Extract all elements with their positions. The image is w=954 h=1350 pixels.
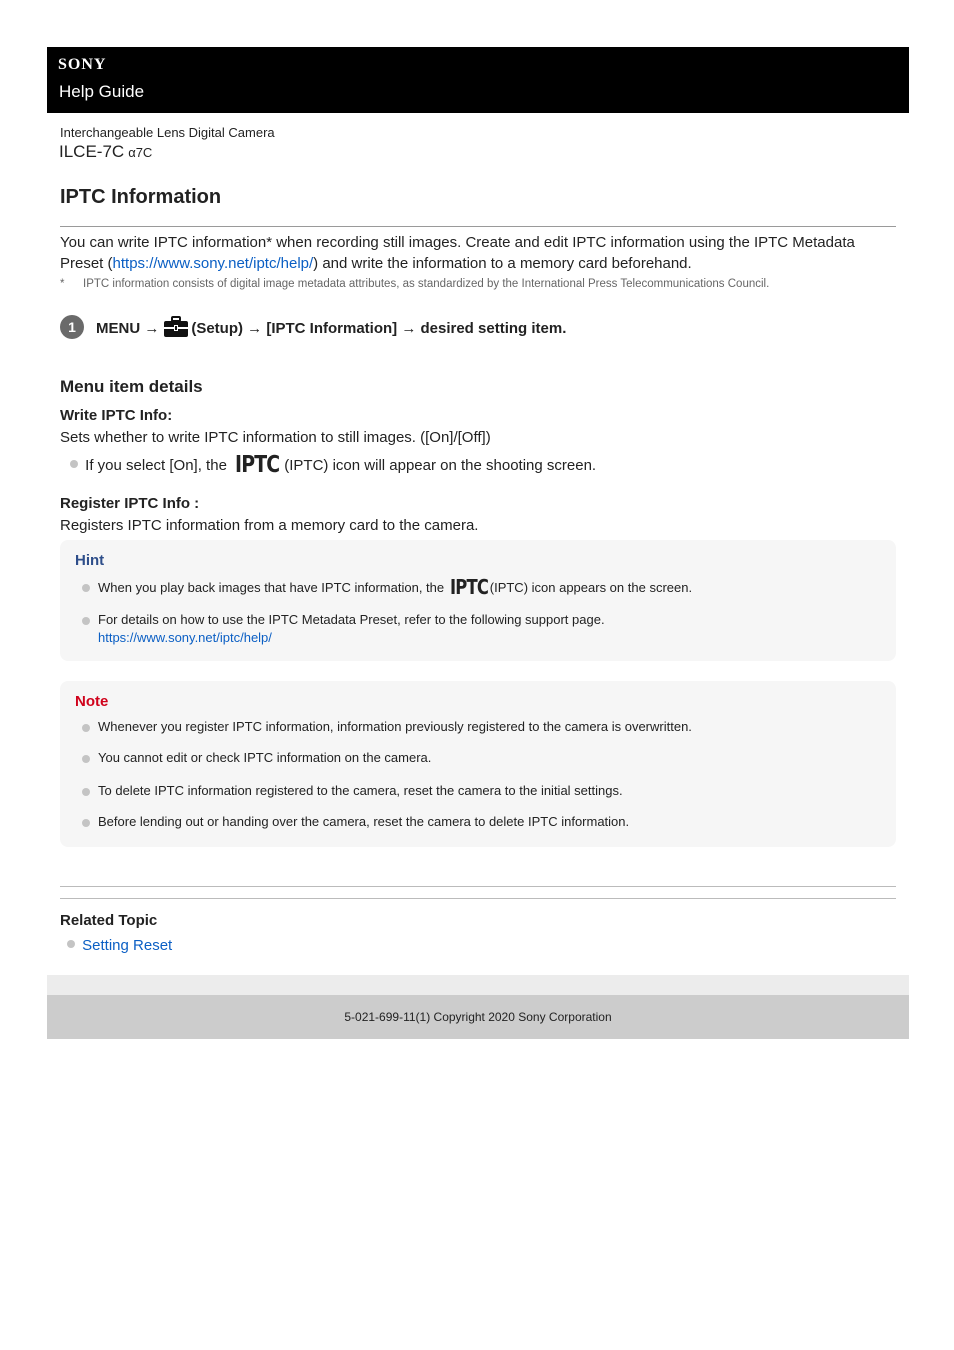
help-guide-title[interactable]: Help Guide bbox=[59, 82, 145, 101]
bullet-icon bbox=[82, 724, 90, 732]
page-header bbox=[47, 47, 909, 113]
step-1 bbox=[60, 313, 896, 339]
footer-spacer bbox=[47, 975, 909, 995]
iptc-icon: IPTC bbox=[449, 575, 488, 599]
page-footer bbox=[47, 995, 909, 1039]
bullet-text-2: (IPTC) icon will appear on the shooting screen. bbox=[284, 457, 597, 474]
footnote bbox=[60, 278, 896, 290]
note-item-text: Whenever you register IPTC information, information previously registered to the camera is overwritten. bbox=[98, 719, 692, 734]
note-item-text: Before lending out or handing over the camera, reset the camera to delete IPTC information. bbox=[98, 814, 630, 829]
footnote-marker: * bbox=[60, 278, 65, 290]
bullet-icon bbox=[82, 755, 90, 763]
hint-item-1-text: When you play back images that have IPTC information, the bbox=[98, 580, 445, 595]
iptc-icon: IPTC bbox=[235, 452, 280, 478]
step-instruction bbox=[96, 316, 566, 338]
bullet-icon bbox=[82, 584, 90, 592]
bullet-icon bbox=[70, 460, 78, 468]
bullet-text-1: If you select [On], the bbox=[85, 457, 227, 474]
bullet-icon bbox=[82, 819, 90, 827]
related-divider-2 bbox=[60, 898, 896, 899]
hint-item-2-text: For details on how to use the IPTC Metadata Preset, refer to the following support page. bbox=[98, 612, 605, 627]
related-topic-heading: Related Topic bbox=[60, 912, 158, 929]
hint-title: Hint bbox=[75, 552, 105, 569]
product-model bbox=[59, 142, 152, 162]
write-iptc-info-desc: Sets whether to write IPTC information to still images. ([On]/[Off]) bbox=[60, 429, 491, 446]
title-divider bbox=[60, 226, 896, 227]
step-text-menu: MENU → bbox=[96, 320, 160, 337]
iptc-help-link[interactable]: https://www.sony.net/iptc/help/ bbox=[112, 255, 314, 272]
intro-text-1: You can write IPTC information* when recording still images. Create and edit IPTC information using the IPTC Metadata Preset ( bbox=[60, 234, 855, 272]
intro-paragraph bbox=[60, 232, 896, 274]
note-title: Note bbox=[75, 693, 109, 710]
copyright-text: 5-021-699-11(1) Copyright 2020 Sony Corporation bbox=[344, 1010, 612, 1024]
model-name: ILCE-7C bbox=[59, 142, 125, 161]
register-iptc-info-title: Register IPTC Info : bbox=[60, 495, 200, 512]
note-box bbox=[60, 681, 896, 847]
intro-text-2: ) and write the information to a memory card beforehand. bbox=[313, 255, 692, 272]
setting-reset-link[interactable]: Setting Reset bbox=[82, 937, 173, 954]
hint-item-1-text-2: (IPTC) icon appears on the screen. bbox=[489, 580, 693, 595]
footnote-text: IPTC information consists of digital image metadata attributes, as standardized by the International Press Telecommunications Council. bbox=[83, 278, 770, 290]
step-number-badge: 1 bbox=[60, 315, 84, 339]
hint-box bbox=[60, 540, 896, 661]
page-title: IPTC Information bbox=[60, 186, 222, 208]
toolbox-icon bbox=[163, 316, 189, 338]
bullet-icon bbox=[82, 617, 90, 625]
menu-item-details-heading: Menu item details bbox=[60, 377, 203, 396]
bullet-icon bbox=[67, 940, 75, 948]
related-topic-item bbox=[67, 937, 172, 954]
hint-support-link[interactable]: https://www.sony.net/iptc/help/ bbox=[98, 630, 272, 645]
note-item-text: You cannot edit or check IPTC information on the camera. bbox=[98, 750, 432, 765]
related-divider-1 bbox=[60, 886, 896, 887]
product-category: Interchangeable Lens Digital Camera bbox=[60, 125, 275, 140]
model-sub-name: α7C bbox=[128, 145, 153, 160]
write-iptc-info-title: Write IPTC Info: bbox=[60, 407, 173, 424]
register-iptc-info-desc: Registers IPTC information from a memory card to the camera. bbox=[60, 517, 479, 534]
sony-logo[interactable]: SONY bbox=[58, 56, 107, 73]
bullet-icon bbox=[82, 788, 90, 796]
write-iptc-info-bullet bbox=[70, 452, 596, 478]
step-text-setup: (Setup) → [IPTC Information] → desired setting item. bbox=[191, 320, 567, 337]
note-item-text: To delete IPTC information registered to the camera, reset the camera to the initial settings. bbox=[98, 783, 623, 798]
